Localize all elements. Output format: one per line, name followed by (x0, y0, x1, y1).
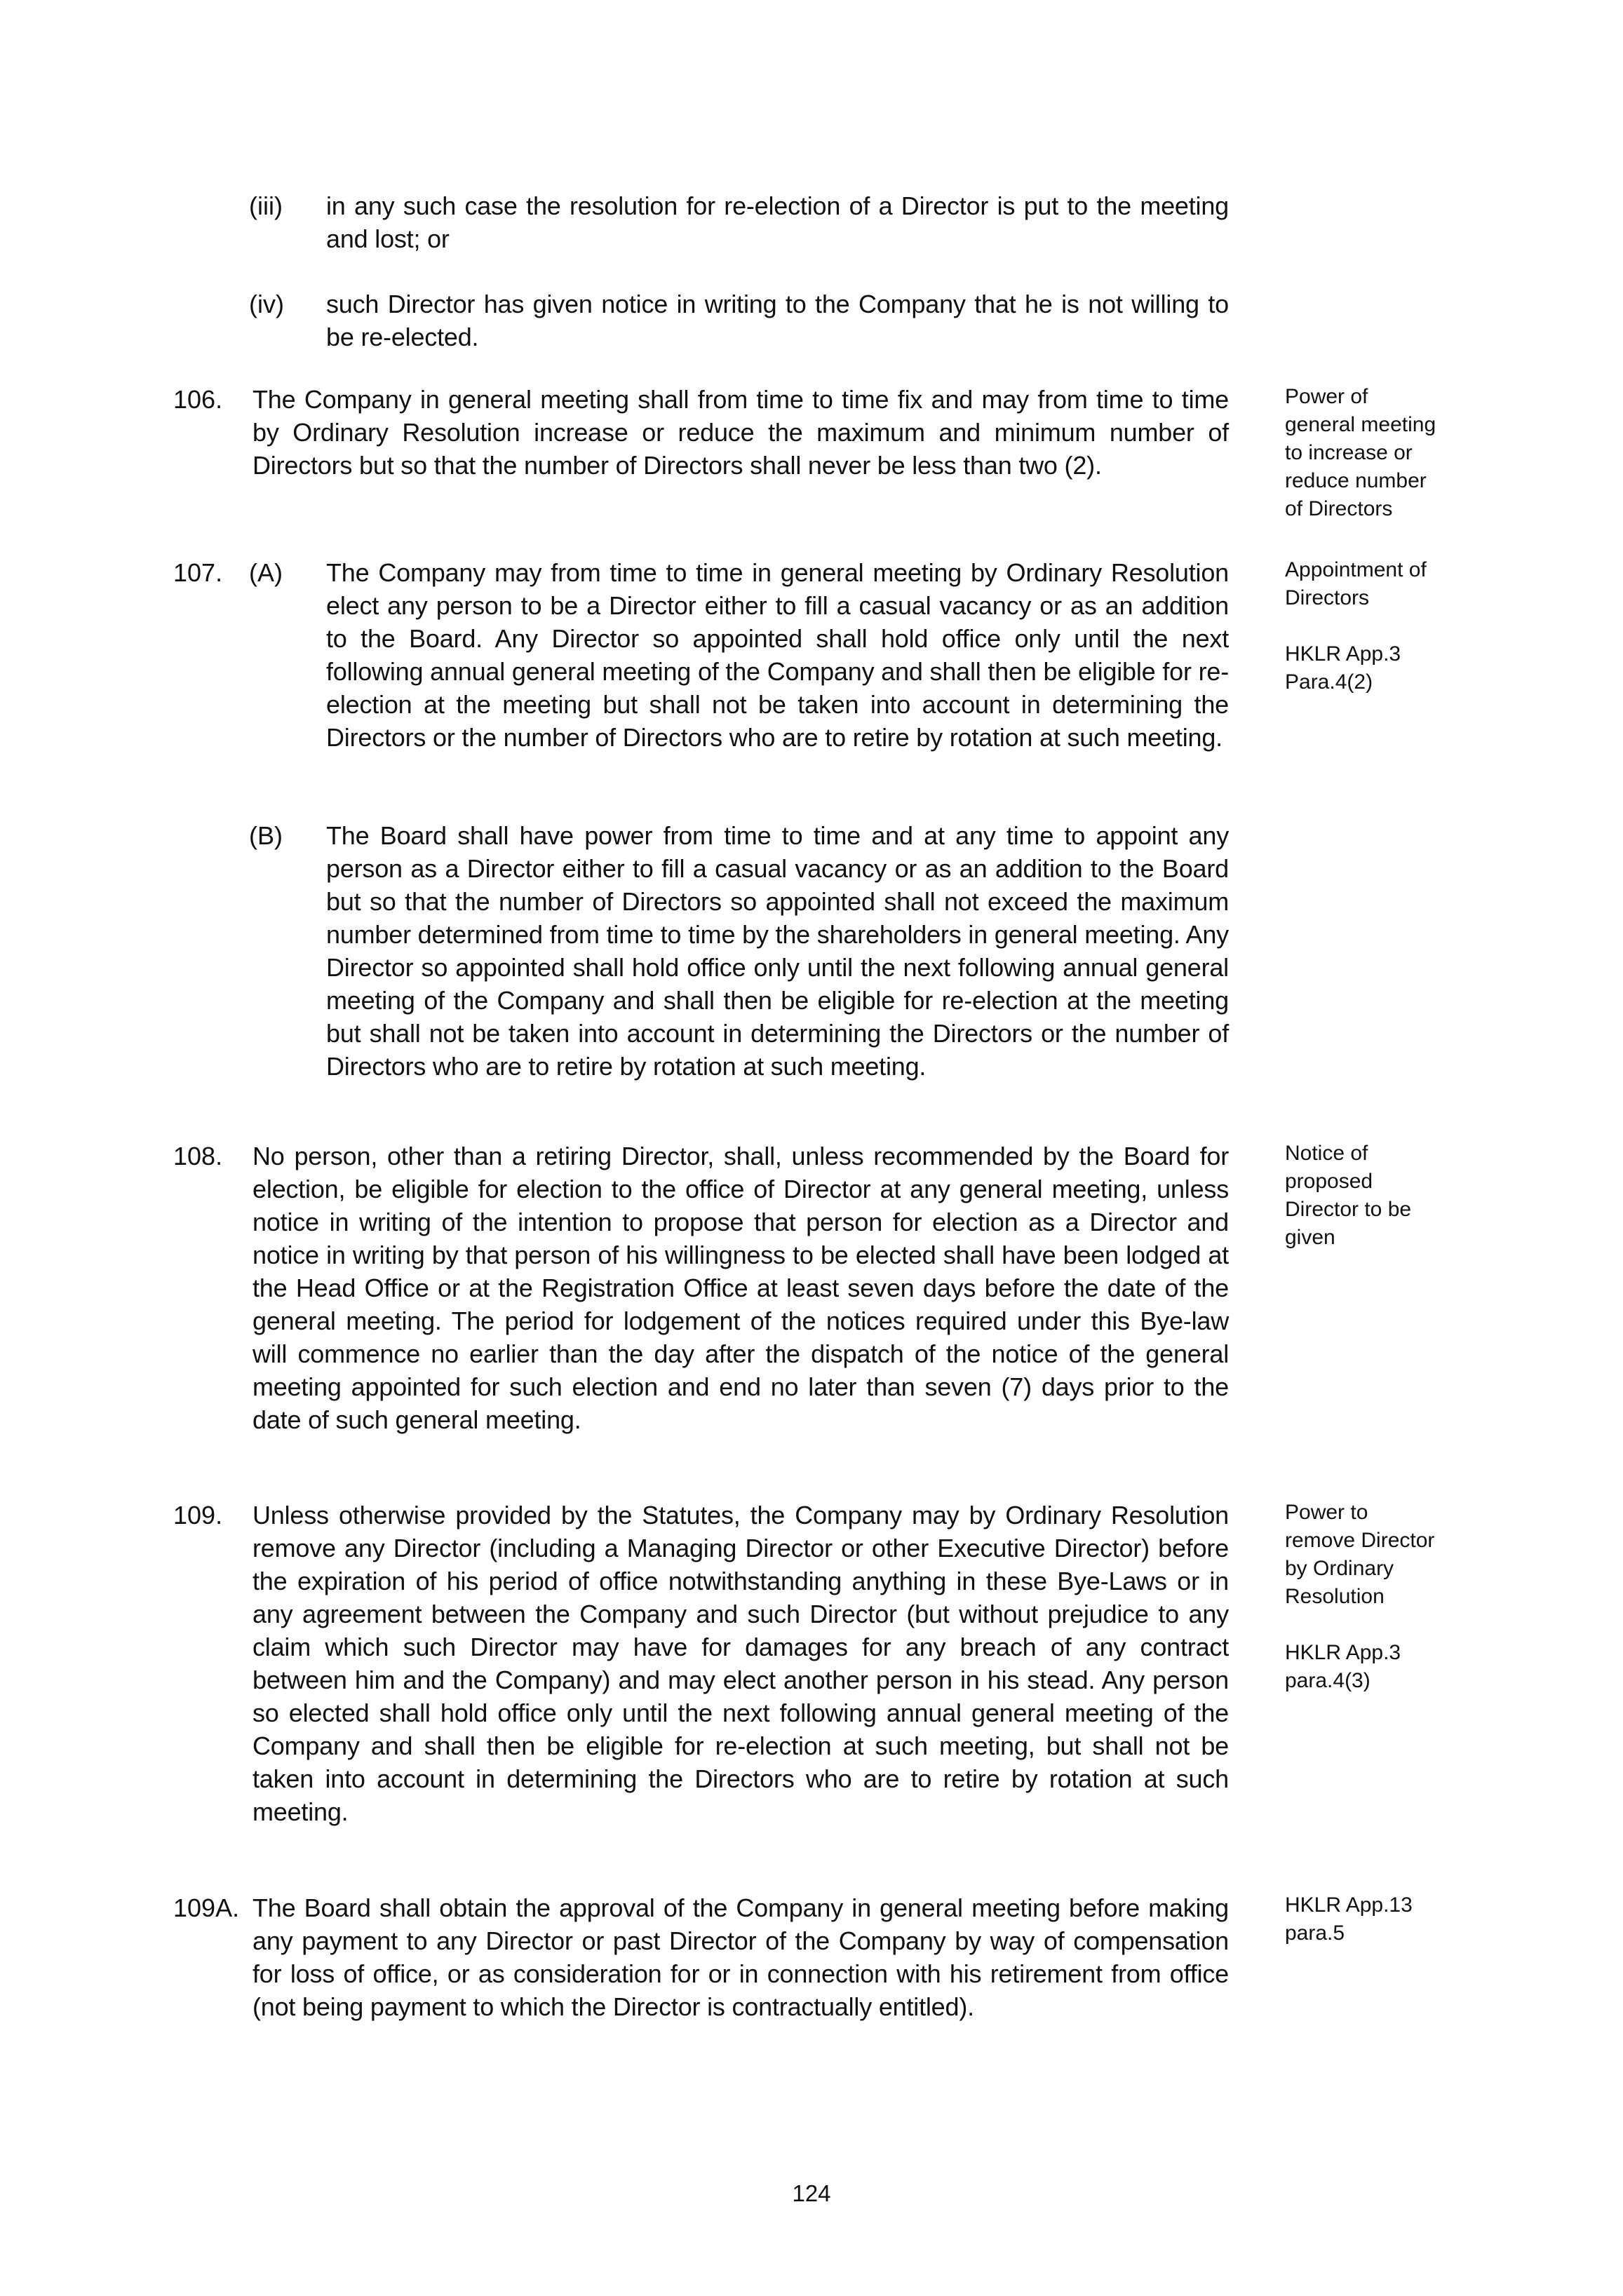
margin-note-line: HKLR App.3 (1285, 642, 1401, 666)
margin-note-107 (1285, 556, 1551, 696)
clause-text: such Director has given notice in writing to the Company that he is not willing to be re-elected. (326, 290, 1229, 351)
margin-note-reference (1285, 1639, 1551, 1695)
sub-clause-text-a: The Company may from time to time in general meeting by Ordinary Resolution elect any person to be a Director either to fill a casual vacancy or as an addition to the Board. Any Director so appointed shall hold office only until the next following annual general meeting of the Company and shall then be eligible for re-election at the meeting but shall not be taken into account in determining the Directors or the number of Directors who are to retire by rotation at such meeting. (326, 558, 1229, 752)
bye-law-text: The Board shall obtain the approval of the Company in general meeting before making any payment to any Director or past Director of the Company by way of compensation for loss of office, or as consideration for or in connection with his retirement from office (not being payment to which the Director is contractually entitled). (252, 1893, 1229, 2021)
bye-law-text: No person, other than a retiring Director, shall, unless recommended by the Board for election, be eligible for election to the office of Director at any general meeting, unless notice in writing of the intention to propose that person for election as a Director and notice in writing by that person of his willingness to be elected shall have been lodged at the Head Office or at the Registration Office at least seven days before the date of the general meeting. The period for lodgement of the notices required under this Bye-law will commence no earlier than the day after the dispatch of the notice of the general meeting appointed for such election and end no later than seven (7) days prior to the date of such general meeting. (252, 1142, 1229, 1434)
margin-note-line: HKLR App.13 (1285, 1893, 1413, 1917)
sub-clause-text-b: The Board shall have power from time to time and at any time to appoint any person as a Director either to fill a casual vacancy or as an addition to the Board but so that the number of Directors so appointed shall not exceed the maximum number determined from time to time by the shareholders in general meeting. Any Director so appointed shall hold office only until the next following annual general meeting of the Company and shall then be eligible for re-election at the meeting but shall not be taken into account in determining the Directors or the number of Directors who are to retire by rotation at such meeting. (326, 821, 1229, 1081)
margin-note-line: Notice of (1285, 1142, 1368, 1165)
clause-label: (iii) (249, 191, 283, 220)
margin-note-line: para.5 (1285, 1922, 1345, 1945)
bye-law-number: 109. (173, 1501, 223, 1529)
margin-note-reference (1285, 1891, 1551, 1947)
margin-note-reference (1285, 640, 1551, 696)
margin-note-106 (1285, 383, 1551, 523)
margin-note-line: Appointment of (1285, 558, 1427, 581)
margin-note-line: proposed (1285, 1170, 1373, 1193)
margin-note-line: general meeting (1285, 413, 1436, 436)
margin-note-line: HKLR App.3 (1285, 1641, 1401, 1664)
margin-note-heading (1285, 1140, 1551, 1252)
bye-law-number: 108. (173, 1142, 223, 1170)
clause-label: (iv) (249, 290, 284, 318)
margin-note-line: remove Director (1285, 1529, 1435, 1552)
margin-note-line: to increase or (1285, 441, 1413, 464)
margin-note-line: of Directors (1285, 497, 1393, 520)
margin-note-line: reduce number (1285, 469, 1427, 492)
margin-note-109 (1285, 1499, 1551, 1695)
margin-note-line: Directors (1285, 586, 1370, 609)
margin-note-line: Power to (1285, 1501, 1368, 1524)
margin-note-line: Para.4(2) (1285, 670, 1373, 694)
sub-clause-label-a: (A) (249, 558, 283, 587)
margin-note-line: Director to be (1285, 1198, 1412, 1221)
clause-text: in any such case the resolution for re-election of a Director is put to the meeting and lost; or (326, 191, 1229, 253)
margin-note-line: by Ordinary (1285, 1557, 1394, 1580)
margin-note-108 (1285, 1140, 1551, 1252)
margin-note-line: Resolution (1285, 1585, 1385, 1608)
margin-note-heading (1285, 1499, 1551, 1611)
bye-law-text: The Company in general meeting shall from time to time fix and may from time to time by Ordinary Resolution increase or reduce the maximum and minimum number of Directors but so that the number of Directors shall never be less than two (2). (252, 385, 1229, 480)
margin-note-line: para.4(3) (1285, 1669, 1371, 1692)
bye-law-number: 106. (173, 385, 223, 414)
margin-note-heading (1285, 556, 1551, 612)
margin-note-line: given (1285, 1226, 1335, 1249)
bye-law-number: 107. (173, 558, 223, 587)
bye-law-number: 109A. (173, 1893, 240, 1922)
bye-law-text: Unless otherwise provided by the Statutes, the Company may by Ordinary Resolution remove any Director (including a Managing Director or other Executive Director) before the expiration of his period of office notwithstanding anything in these Bye-Laws or in any agreement between the Company and such Director (but without prejudice to any claim which such Director may have for damages for any breach of any contract between him and the Company) and may elect another person in his stead. Any person so elected shall hold office only until the next following annual general meeting of the Company and shall then be eligible for re-election at such meeting, but shall not be taken into account in determining the Directors who are to retire by rotation at such meeting. (252, 1501, 1229, 1826)
margin-note-heading (1285, 383, 1551, 523)
margin-note-line: Power of (1285, 385, 1368, 408)
margin-note-109a (1285, 1891, 1551, 1947)
page-number: 124 (792, 2180, 831, 2206)
sub-clause-label-b: (B) (249, 821, 283, 850)
